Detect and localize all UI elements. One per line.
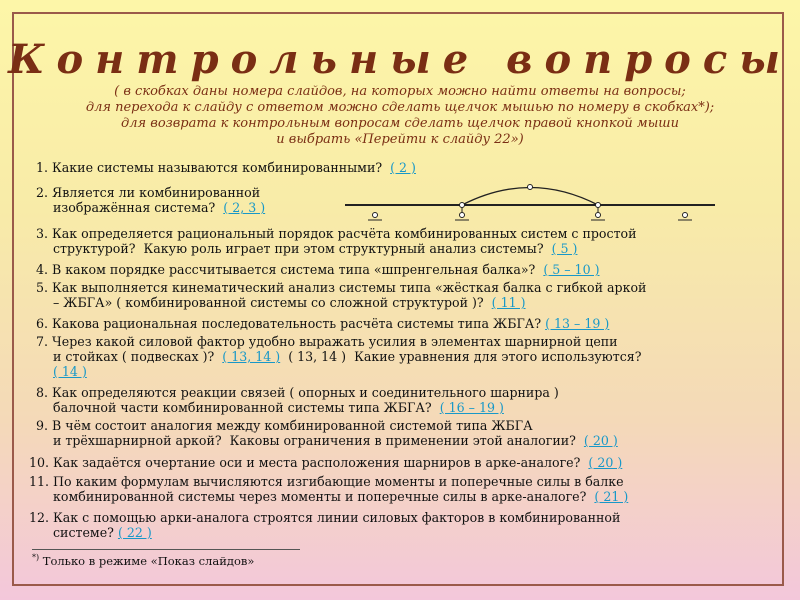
- slide-link[interactable]: ( 11 ): [491, 295, 526, 310]
- question-7-line-2: [53, 349, 641, 364]
- hinge: [596, 203, 601, 208]
- question-text: и трёхшарнирной аркой? Каковы ограничения в применении этой аналогии?: [53, 433, 576, 448]
- question-9-line-2: [53, 433, 618, 448]
- question-text: Является ли комбинированной: [52, 185, 261, 200]
- question-text: – ЖБГА» ( комбинированной системы со сложной структурой )?: [53, 295, 484, 310]
- question-1: [36, 160, 416, 175]
- question-text: структурой? Какую роль играет при этом структурный анализ системы?: [53, 241, 544, 256]
- question-text: По каким формулам вычисляются изгибающие моменты и поперечные силы в балке: [53, 474, 624, 489]
- slide-link[interactable]: ( 2 ): [390, 160, 416, 175]
- support-icon: [683, 213, 688, 218]
- question-12-line-2: [53, 525, 152, 540]
- question-number: 9.: [36, 418, 49, 433]
- question-number: 1.: [36, 160, 49, 175]
- question-text: ( 13, 14 ) Какие уравнения для этого используются?: [288, 349, 642, 364]
- question-text: Через какой силовой фактор удобно выражать усилия в элементах шарнирной цепи: [52, 334, 618, 349]
- question-10: [29, 455, 622, 470]
- subtitle-line: ( в скобках даны номера слайдов, на которых можно найти ответы на вопросы;: [114, 84, 686, 99]
- question-4: [36, 262, 600, 277]
- subtitle-line: для возврата к контрольным вопросам сделать щелчок правой кнопкой мыши: [121, 116, 679, 131]
- footnote-text: Только в режиме «Показ слайдов»: [42, 553, 255, 568]
- question-number: 5.: [36, 280, 49, 295]
- slide-link[interactable]: ( 14 ): [53, 364, 87, 379]
- question-7-line-3: [53, 364, 87, 379]
- question-text: Как определяется рациональный порядок расчёта комбинированных систем с простой: [52, 226, 637, 241]
- question-11-line-2: [53, 489, 628, 504]
- top-hinge: [528, 185, 533, 190]
- question-number: 8.: [36, 385, 49, 400]
- question-5: [36, 280, 646, 295]
- question-text: комбинированной системы через моменты и поперечные силы в арке-аналоге?: [53, 489, 587, 504]
- question-12: [29, 510, 620, 525]
- question-3: [36, 226, 637, 241]
- subtitle-line: для перехода к слайду с ответом можно сделать щелчок мышью по номеру в скобках*);: [85, 100, 715, 115]
- question-number: 10.: [29, 455, 50, 470]
- hinge: [460, 203, 465, 208]
- slide-link[interactable]: ( 13 – 19 ): [545, 316, 610, 331]
- question-8: [36, 385, 559, 400]
- question-2-line-2: [53, 200, 265, 215]
- question-9: [36, 418, 533, 433]
- question-7: [36, 334, 618, 349]
- combined-system-diagram: [340, 178, 720, 226]
- question-text: В каком порядке рассчитывается система типа «шпренгельная балка»?: [52, 262, 536, 277]
- support-icon: [596, 213, 601, 218]
- question-5-line-2: [53, 295, 526, 310]
- question-text: и стойках ( подвесках )?: [53, 349, 215, 364]
- question-2: [36, 185, 260, 200]
- question-11: [29, 474, 624, 489]
- question-text: системе?: [53, 525, 114, 540]
- arch-line: [462, 188, 598, 206]
- slide-link[interactable]: ( 13, 14 ): [222, 349, 281, 364]
- question-number: 6.: [36, 316, 49, 331]
- subtitle: [20, 84, 780, 148]
- question-number: 3.: [36, 226, 49, 241]
- support-icon: [373, 213, 378, 218]
- slide-link[interactable]: ( 16 – 19 ): [439, 400, 504, 415]
- question-text: Как задаётся очертание оси и места расположения шарниров в арке-аналоге?: [53, 455, 581, 470]
- slide-link[interactable]: ( 21 ): [594, 489, 629, 504]
- question-8-line-2: [53, 400, 504, 415]
- question-text: В чём состоит аналогия между комбинированной системой типа ЖБГА: [52, 418, 533, 433]
- question-number: 11.: [29, 474, 50, 489]
- question-6: [36, 316, 609, 331]
- slide-link[interactable]: ( 5 – 10 ): [543, 262, 600, 277]
- question-text: изображённая система?: [53, 200, 216, 215]
- question-text: Как с помощью арки-аналога строятся линии силовых факторов в комбинированной: [53, 510, 621, 525]
- slide-link[interactable]: ( 2, 3 ): [223, 200, 266, 215]
- subtitle-line: и выбрать «Перейти к слайду 22»): [276, 132, 524, 147]
- question-number: 7.: [36, 334, 49, 349]
- slide-link[interactable]: ( 20 ): [583, 433, 618, 448]
- question-number: 4.: [36, 262, 49, 277]
- question-number: 12.: [29, 510, 50, 525]
- question-text: Какова рациональная последовательность расчёта системы типа ЖБГА?: [52, 316, 542, 331]
- question-text: Как выполняется кинематический анализ системы типа «жёсткая балка с гибкой аркой: [52, 280, 647, 295]
- footnote-mark: *): [32, 553, 40, 562]
- question-text: Как определяются реакции связей ( опорных и соединительного шарнира ): [52, 385, 559, 400]
- page-title: Контрольные вопросы: [8, 36, 792, 83]
- question-text: Какие системы называются комбинированными?: [52, 160, 383, 175]
- question-3-line-2: [53, 241, 577, 256]
- footnote-divider: [32, 549, 300, 550]
- support-icon: [460, 213, 465, 218]
- slide-link[interactable]: ( 5 ): [551, 241, 578, 256]
- footnote: [32, 553, 254, 568]
- question-number: 2.: [36, 185, 49, 200]
- slide-link[interactable]: ( 22 ): [117, 525, 152, 540]
- slide-link[interactable]: ( 20 ): [588, 455, 623, 470]
- question-text: балочной части комбинированной системы типа ЖБГА?: [53, 400, 432, 415]
